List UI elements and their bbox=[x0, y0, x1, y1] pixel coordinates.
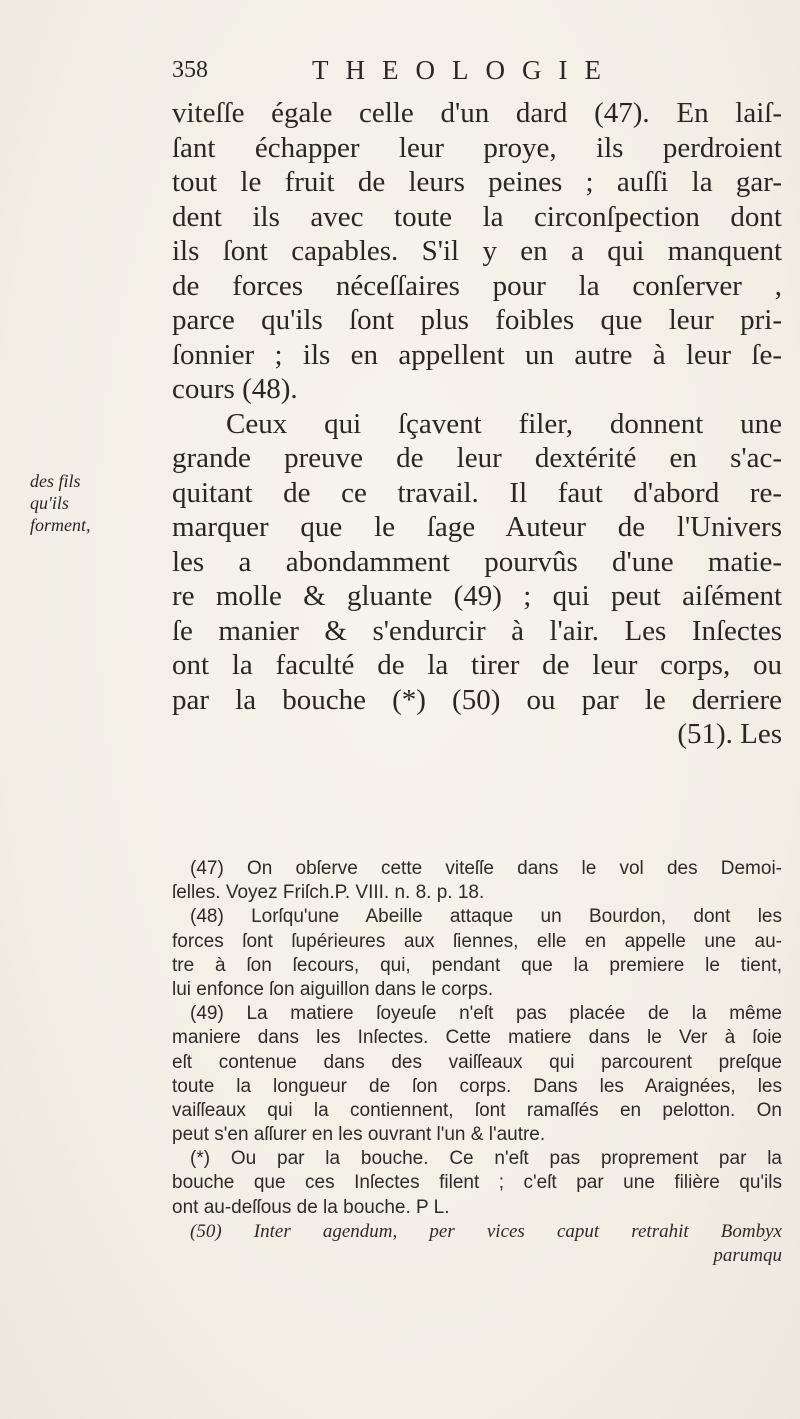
footnote-line: tre à ſon ſecours, qui, pendant que la premiere le tient, bbox=[172, 954, 782, 976]
text-line: ſonnier ; ils en appellent un autre à leur ſe- bbox=[172, 338, 782, 371]
footnote-line: (48) Lorſqu'une Abeille attaque un Bourdon, dont les bbox=[190, 906, 782, 928]
footnote-line: ſelles. Voyez Friſch.P. VIII. n. 8. p. 18. bbox=[172, 882, 485, 904]
text-line: cours (48). bbox=[172, 373, 298, 405]
footnote-line: forces ſont ſupérieures aux ſiennes, elle en appelle une au- bbox=[172, 930, 782, 952]
running-head bbox=[172, 50, 632, 90]
text-line: ils ſont capables. S'il y en a qui manquent bbox=[172, 235, 782, 267]
text-line: quitant de ce travail. Il faut d'abord re- bbox=[172, 476, 782, 509]
footnote-line: bouche que ces Inſectes filent ; c'eſt par une filière qu'ils bbox=[172, 1172, 782, 1194]
page-number: 358 bbox=[172, 57, 208, 83]
footnotes-block bbox=[172, 857, 782, 1268]
text-line: viteſſe égale celle d'un dard (47). En laiſ- bbox=[172, 97, 782, 129]
main-text-block bbox=[172, 96, 782, 752]
text-line: les a abondamment pourvûs d'une matie- bbox=[172, 545, 782, 578]
text-line: Ceux qui ſçavent filer, donnent une bbox=[226, 407, 782, 440]
margin-note-line: des fils bbox=[30, 471, 81, 491]
text-line: de forces néceſſaires pour la conſerver , bbox=[172, 269, 782, 302]
text-line: grande preuve de leur dextérité en s'ac- bbox=[172, 442, 782, 474]
text-line: marquer que le ſage Auteur de l'Univers bbox=[172, 511, 782, 543]
margin-note bbox=[30, 470, 140, 536]
footnote-line: lui enfonce ſon aiguillon dans le corps. bbox=[172, 978, 494, 1000]
footnote-line: vaiſſeaux qui la contiennent, ſont ramaſſés en pelotton. On bbox=[172, 1099, 782, 1121]
footnote-line: (47) On obſerve cette viteſſe dans le vol des Demoi- bbox=[190, 858, 782, 879]
margin-note-line: qu'ils bbox=[30, 493, 69, 513]
footnote-catchword: parumqu bbox=[713, 1245, 782, 1266]
catchword-line: (51). Les bbox=[677, 718, 782, 750]
text-line: re molle & gluante (49) ; qui peut aiſément bbox=[172, 580, 782, 612]
margin-note-line: forment, bbox=[30, 515, 91, 535]
footnote-line: toute la longueur de ſon corps. Dans les Araignées, les bbox=[172, 1075, 782, 1097]
text-line: parce qu'ils ſont plus foibles que leur pri- bbox=[172, 304, 782, 336]
footnote-line: ont au-deſſous de la bouche. P L. bbox=[172, 1196, 450, 1218]
footnote-line: (50) Inter agendum, per vices caput retrahit Bombyx bbox=[190, 1220, 782, 1242]
footnote-line: maniere dans les Inſectes. Cette matiere dans le Ver à ſoie bbox=[172, 1027, 782, 1049]
text-line: ſant échapper leur proye, ils perdroient bbox=[172, 131, 782, 164]
running-title: THEOLOGIE bbox=[312, 55, 618, 85]
footnote-line: (*) Ou par la bouche. Ce n'eſt pas proprement par la bbox=[190, 1148, 782, 1170]
text-line: ſe manier & s'endurcir à l'air. Les Inſectes bbox=[172, 614, 782, 647]
text-line: ont la faculté de la tirer de leur corps, ou bbox=[172, 649, 782, 681]
text-line: par la bouche (*) (50) ou par le derriere bbox=[172, 683, 782, 716]
footnote-line: peut s'en aſſurer en les ouvrant l'un & l'autre. bbox=[172, 1124, 546, 1146]
footnote-line: (49) La matiere ſoyeuſe n'eſt pas placée de la même bbox=[190, 1003, 782, 1025]
text-line: dent ils avec toute la circonſpection dont bbox=[172, 200, 782, 233]
footnote-line: eſt contenue dans des vaiſſeaux qui parcourent preſque bbox=[172, 1051, 782, 1073]
text-line: tout le fruit de leurs peines ; auſſi la gar- bbox=[172, 166, 782, 198]
